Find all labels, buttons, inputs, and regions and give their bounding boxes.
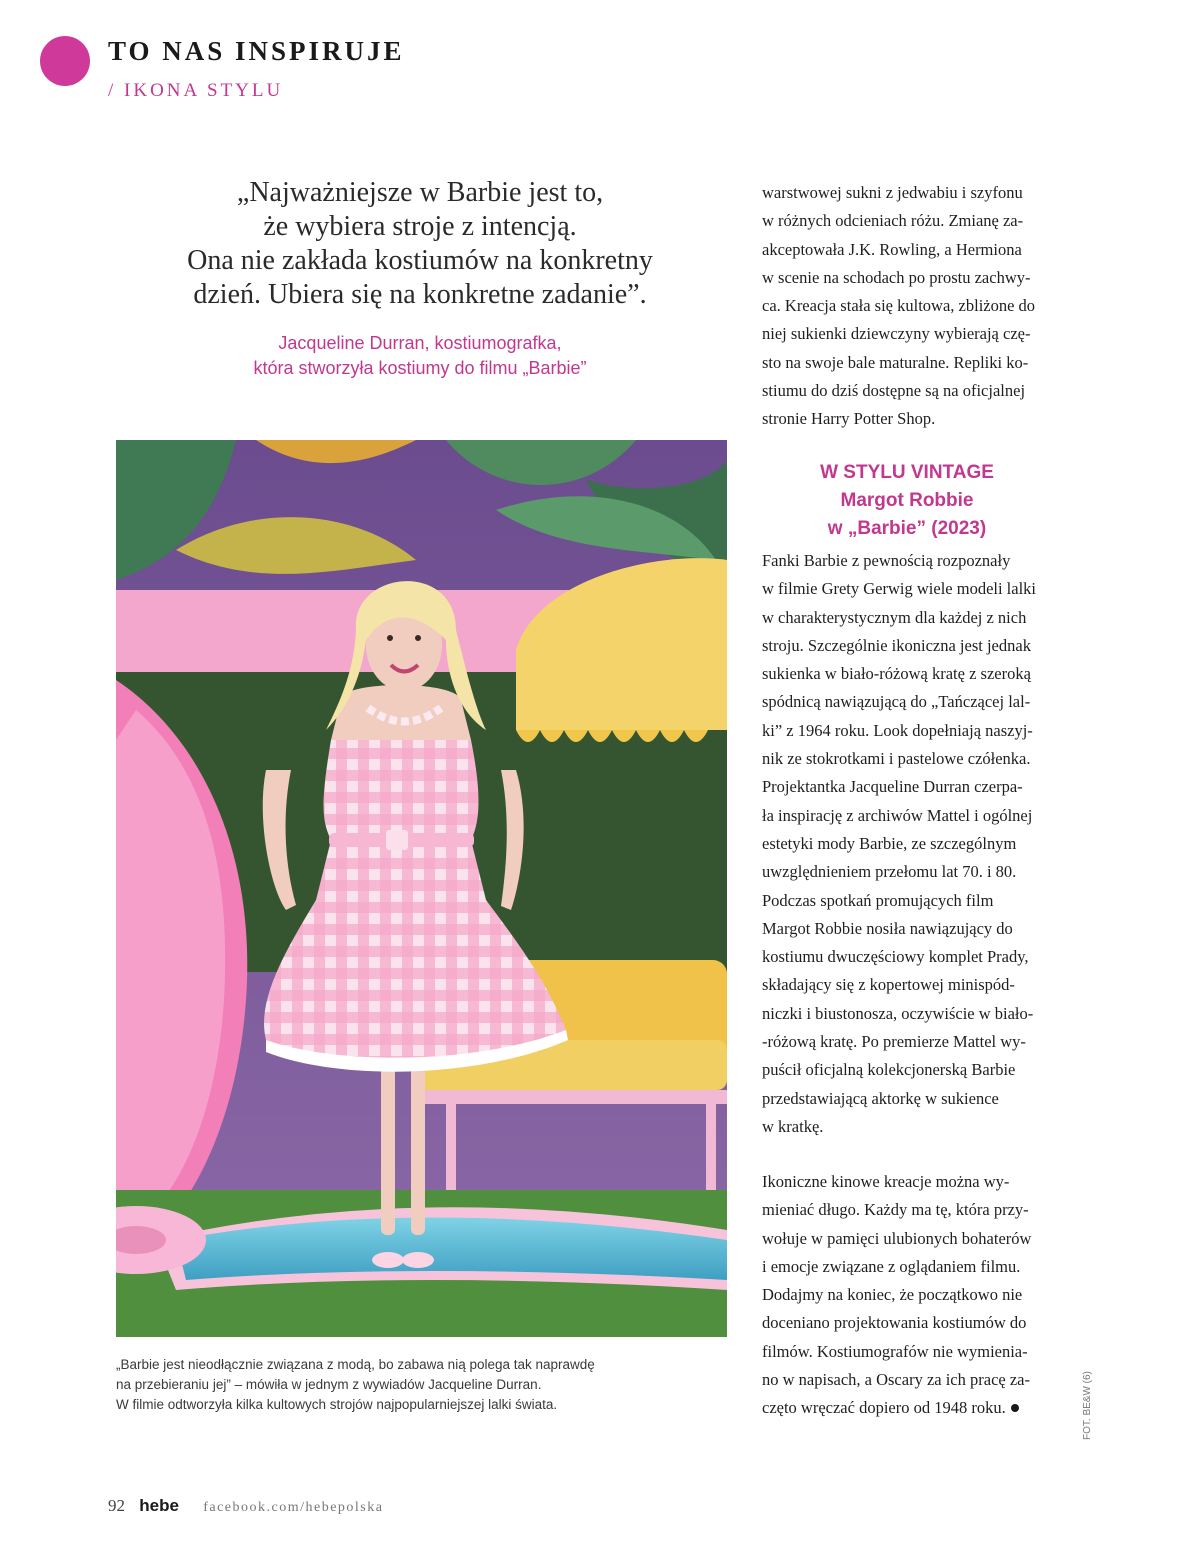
text-line: częto wręczać dopiero od 1948 roku. xyxy=(762,1398,1006,1418)
text-line: stroju. Szczególnie ikoniczna jest jednak xyxy=(762,635,1031,655)
text-line: uwzględnieniem przełomu lat 70. i 80. xyxy=(762,862,1017,882)
quote-attribution-line: która stworzyła kostiumy do filmu „Barbie” xyxy=(253,358,587,378)
text-line: sto na swoje bale maturalne. Repliki ko- xyxy=(762,352,1029,372)
text-line: Projektantka Jacqueline Durran czerpa- xyxy=(762,777,1023,797)
quote-attribution xyxy=(120,331,720,381)
text-line: przedstawiającą aktorkę w sukience xyxy=(762,1088,999,1108)
text-line: niej sukienki dziewczyny wybierają czę- xyxy=(762,324,1031,344)
page-footer xyxy=(108,1496,383,1516)
text-line: nik ze stokrotkami i pastelowe czółenka. xyxy=(762,749,1031,769)
text-line: puścił oficjalną kolekcjonerską Barbie xyxy=(762,1060,1016,1080)
magazine-logo: hebe xyxy=(139,1496,179,1515)
text-line: ki” z 1964 roku. Look dopełniają naszyj- xyxy=(762,720,1033,740)
vintage-actress-name: Margot Robbie xyxy=(840,490,974,511)
caption-line: W filmie odtworzyła kilka kultowych strojów najpopularniejszej lalki świata. xyxy=(116,1397,558,1412)
closing-last-line xyxy=(762,1394,1052,1422)
vintage-heading: W STYLU VINTAGE xyxy=(820,462,994,483)
text-line: w kratkę. xyxy=(762,1116,824,1136)
text-line: stiumu do dziś dostępne są na oficjalnej xyxy=(762,381,1026,401)
text-line: estetyki mody Barbie, ze szczególnym xyxy=(762,833,1017,853)
text-line: ca. Kreacja stała się kultowa, zbliżone do xyxy=(762,296,1036,316)
page-number: 92 xyxy=(108,1496,125,1515)
photo-caption xyxy=(116,1355,676,1415)
pull-quote-line: dzień. Ubiera się na konkretne zadanie”. xyxy=(193,279,647,310)
text-line: w filmie Grety Gerwig wiele modeli lalki xyxy=(762,579,1037,599)
text-line: składający się z kopertowej minispód- xyxy=(762,975,1015,995)
text-line: w scenie na schodach po prostu zachwy- xyxy=(762,267,1031,287)
section-title: TO NAS INSPIRUJE xyxy=(108,36,405,66)
vintage-section-heading xyxy=(762,459,1052,543)
text-line: Ikoniczne kinowe kreacje można wy- xyxy=(762,1172,1010,1191)
pull-quote xyxy=(120,176,720,312)
pull-quote-line: że wybiera stroje z intencją. xyxy=(263,211,577,242)
text-line: warstwowej sukni z jedwabiu i szyfonu xyxy=(762,183,1023,202)
text-line: wołuje w pamięci ulubionych bohaterów xyxy=(762,1228,1032,1248)
text-line: kostiumu dwuczęściowy komplet Prady, xyxy=(762,947,1029,967)
text-line: niczki i biustonosza, oczywiście w biało- xyxy=(762,1003,1034,1023)
photo-credit-text: FOT. BE&W (6) xyxy=(1082,1371,1093,1440)
text-line: stronie Harry Potter Shop. xyxy=(762,409,936,429)
vintage-paragraph xyxy=(762,547,1052,1141)
text-line: no w napisach, a Oscary za ich pracę za- xyxy=(762,1370,1030,1390)
pull-quote-line: „Najważniejsze w Barbie jest to, xyxy=(236,177,604,208)
barbie-photo xyxy=(116,440,727,1337)
text-line: -różową kratę. Po premierze Mattel wy- xyxy=(762,1032,1026,1052)
end-of-article-bullet xyxy=(1011,1404,1019,1412)
vintage-film-title: w „Barbie” (2023) xyxy=(827,518,987,539)
text-line: Margot Robbie nosiła nawiązujący do xyxy=(762,918,1013,938)
closing-paragraph xyxy=(762,1168,1052,1423)
photo-credit xyxy=(1082,1340,1102,1440)
text-line: w różnych odcieniach różu. Zmianę za- xyxy=(762,211,1024,231)
text-line: spódnicą nawiązującą do „Tańczącej lal- xyxy=(762,692,1031,712)
quote-attribution-line: Jacqueline Durran, kostiumografka, xyxy=(278,333,562,353)
text-line: doceniano projektowania kostiumów do xyxy=(762,1313,1027,1333)
text-line: akceptowała J.K. Rowling, a Hermiona xyxy=(762,239,1022,259)
text-line: i emocje związane z oglądaniem filmu. xyxy=(762,1256,1021,1276)
section-subtitle: / IKONA STYLU xyxy=(108,80,284,101)
facebook-link[interactable]: facebook.com/hebepolska xyxy=(203,1500,384,1515)
caption-line: na przebieraniu jej” – mówiła w jednym z wywiadów Jacqueline Durran. xyxy=(116,1377,542,1392)
text-line: ła inspirację z archiwów Mattel i ogólnej xyxy=(762,805,1033,825)
caption-line: „Barbie jest nieodłącznie związana z modą, bo zabawa nią polega tak naprawdę xyxy=(116,1357,595,1372)
article-intro-paragraph xyxy=(762,179,1052,434)
text-line: w charakterystycznym dla każdej z nich xyxy=(762,607,1027,627)
section-marker-dot xyxy=(40,36,90,86)
text-line: sukienka w biało-różową kratę z szeroką xyxy=(762,664,1031,684)
text-line: filmów. Kostiumografów nie wymienia- xyxy=(762,1341,1028,1361)
text-line: Dodajmy na koniec, że początkowo nie xyxy=(762,1285,1023,1305)
text-line: mieniać długo. Każdy ma tę, która przy- xyxy=(762,1200,1029,1220)
text-line: Fanki Barbie z pewnością rozpoznały xyxy=(762,551,1011,570)
pull-quote-line: Ona nie zakłada kostiumów na konkretny xyxy=(187,245,653,276)
text-line: Podczas spotkań promujących film xyxy=(762,890,994,910)
